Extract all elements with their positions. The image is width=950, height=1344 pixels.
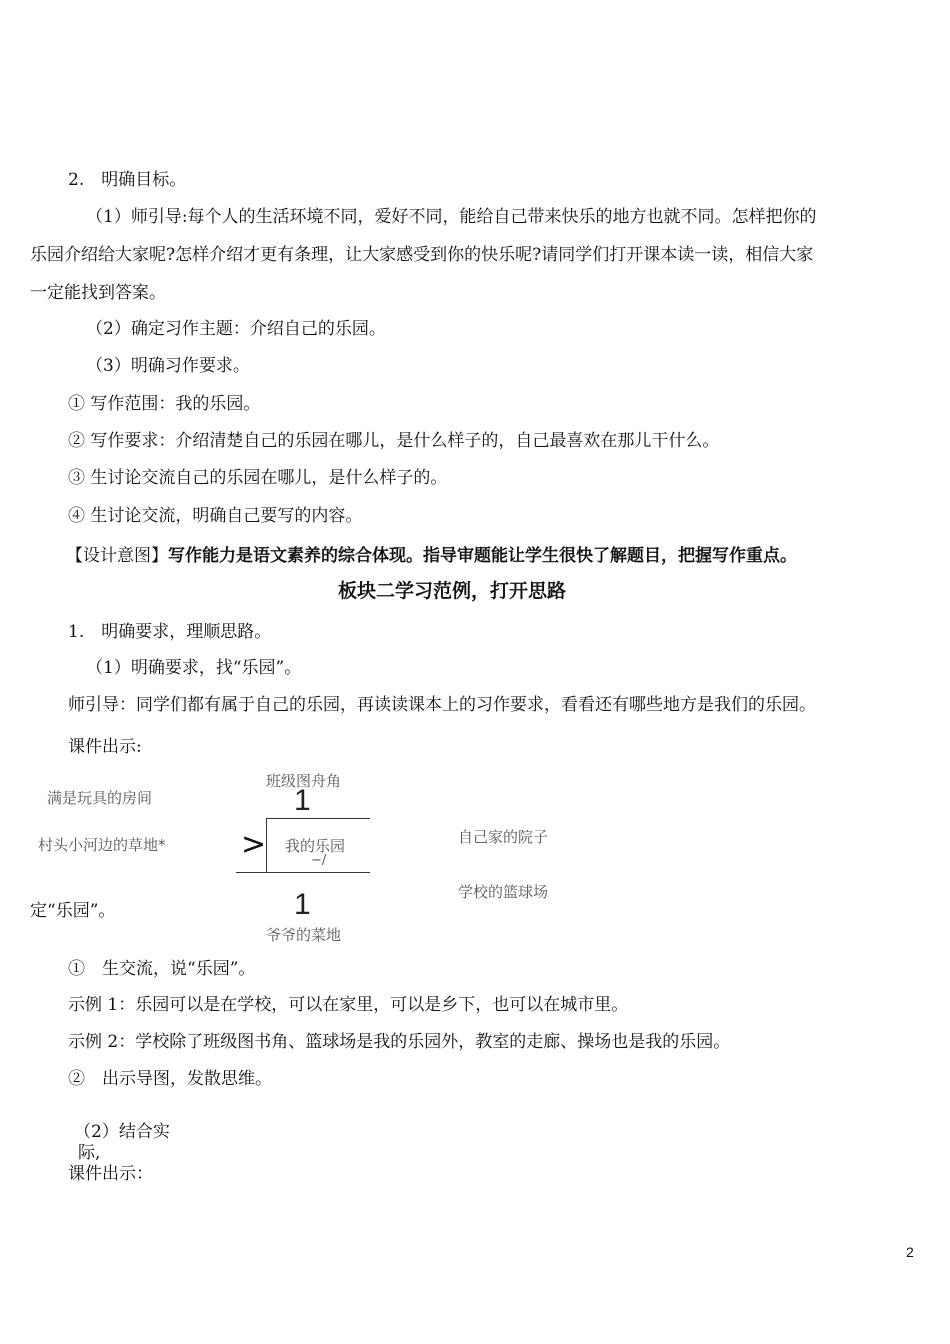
design-intent-text: 写作能力是语文素养的综合体现。指导审题能让学生很快了解题目，把握写作重点。 [168,546,797,566]
diagram-top-line [266,818,370,819]
diagram-center-label: 我的乐园 [285,837,346,855]
list-item-requirement: ② 写作要求：介绍清楚自己的乐园在哪儿，是什么样子的，自己最喜欢在那儿干什么。 [68,431,720,451]
list-item-mindmap: ② 出示导图，发散思维。 [68,1069,272,1089]
diagram-bottom-line [236,872,370,873]
para-teacher-guide-2: 乐园介绍给大家呢?怎样介绍才更有条理，让大家感受到你的快乐呢?请同学们打开课本读一读，相信大家 [30,245,814,265]
diagram-vertical-line [266,818,267,873]
para-combine-2: 际, [78,1143,101,1163]
para-teacher-guide-4: 师引导：同学们都有属于自己的乐园，再读读课本上的习作要求，看看还有哪些地方是我们的乐园。 [68,695,816,715]
diagram-stray-text: 定“乐园”。 [30,901,116,921]
para-clarify: 1. 明确要求，理顺思路。 [68,622,272,642]
para-goal-heading: 2. 明确目标。 [68,170,187,190]
list-item-scope: ① 写作范围：我的乐园。 [68,394,261,414]
list-item-share: ① 生交流，说“乐园”。 [68,959,256,979]
para-requirements: （3）明确习作要求。 [86,356,250,376]
para-teacher-guide-3: 一定能找到答案。 [30,283,166,303]
example-1: 示例 1：乐园可以是在学校，可以在家里，可以是乡下，也可以在城市里。 [68,995,629,1015]
para-find-paradise: （1）明确要求，找“乐园”。 [86,658,302,678]
page-number: 2 [906,1244,914,1260]
section2-title: 板块二学习范例，打开思路 [338,580,567,602]
para-topic: （2）确定习作主题：介绍自己的乐园。 [86,319,386,339]
diagram-left-label-2: 村头小河边的草地* [38,836,166,854]
para-combine-1: （2）结合实 [74,1122,170,1142]
diagram-left-label-1: 满是玩具的房间 [47,789,153,807]
diagram-arrow: > [241,827,267,862]
design-intent [66,545,797,567]
para-courseware-1: 课件出示: [68,737,142,757]
diagram-top-label: 班级图舟角 [266,772,342,790]
para-courseware-2: 课件出示： [68,1164,153,1184]
diagram-right-label-1: 自己家的院子 [458,828,549,846]
diagram-top-mark: 1 [294,784,311,817]
list-item-discuss-2: ④ 生讨论交流，明确自己要写的内容。 [68,506,363,526]
diagram-bottom-label: 爷爷的菜地 [266,926,342,944]
diagram-bottom-mark: 1 [294,888,311,921]
para-teacher-guide-1: （1）师引导:每个人的生活环境不同，爱好不同，能给自己带来快乐的地方也就不同。怎样把你的 [86,207,817,227]
list-item-discuss-1: ③ 生讨论交流自己的乐园在哪儿，是什么样子的。 [68,468,448,488]
diagram-center-sub: −/ [311,853,327,868]
diagram-right-label-2: 学校的篮球场 [458,883,549,901]
design-intent-label: 【设计意图】 [66,546,168,566]
example-2: 示例 2：学校除了班级图书角、篮球场是我的乐园外，教室的走廊、操场也是我的乐园。 [68,1032,731,1052]
